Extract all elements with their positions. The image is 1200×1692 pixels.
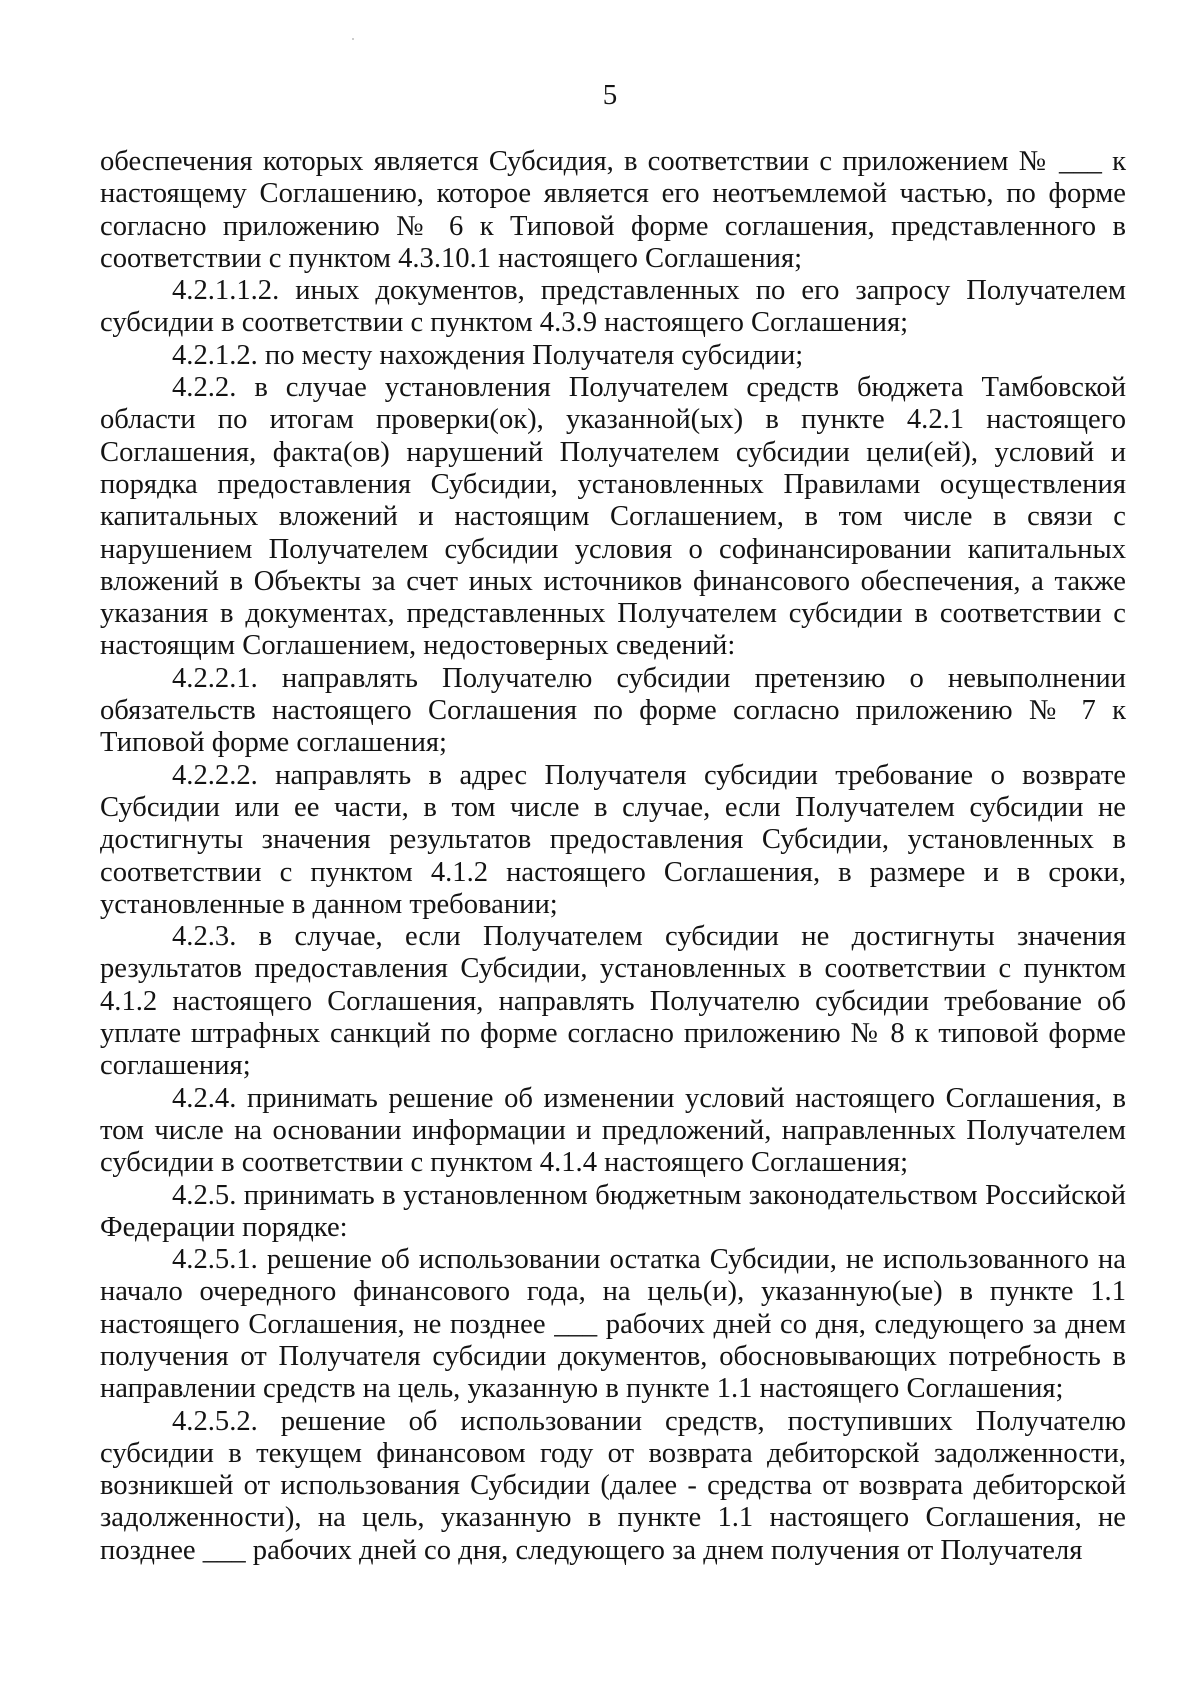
paragraph-4-2-2: 4.2.2. в случае установления Получателем средств бюджета Тамбовской области по итогам проверки(ок), указанной(ых) в пункте 4.2.1 настоящего Соглашения, факта(ов) нарушений Получателем субсидии цели(ей), условий и порядка предоставления Субсидии, установленных Правилами осуществления капитальных вложений и настоящим Соглашением, в том числе в связи с нарушением Получателем субсидии условия о софинансировании капитальных вложений в Объекты за счет иных источников финансового обеспечения, а также указания в документах, представленных Получателем субсидии в соответствии с настоящим Соглашением, недостоверных сведений: (100, 372, 1126, 662)
paragraph-4-2-5: 4.2.5. принимать в установленном бюджетным законодательством Российской Федерации порядке: (100, 1179, 1126, 1243)
paragraph-4-2-1-1-2: 4.2.1.1.2. иных документов, представленных по его запросу Получателем субсидии в соответствии с пунктом 4.3.9 настоящего Соглашения; (100, 275, 1126, 339)
paragraph-4-2-3: 4.2.3. в случае, если Получателем субсидии не достигнуты значения результатов предоставления Субсидии, установленных в соответствии с пунктом 4.1.2 настоящего Соглашения, направлять Получателю субсидии требование об уплате штрафных санкций по форме согласно приложению № 8 к типовой форме соглашения; (100, 921, 1126, 1082)
paragraph-4-2-4: 4.2.4. принимать решение об изменении условий настоящего Соглашения, в том числе на основании информации и предложений, направленных Получателем субсидии в соответствии с пунктом 4.1.4 настоящего Соглашения; (100, 1082, 1126, 1179)
paragraph-continuation: обеспечения которых является Субсидия, в соответствии с приложением № ___ к настоящему Соглашению, которое является его неотъемлемой частью, по форме согласно приложению № 6 к Типовой форме соглашения, представленного в соответствии с пунктом 4.3.10.1 настоящего Соглашения; (100, 146, 1126, 274)
scan-speck (352, 38, 354, 40)
paragraph-4-2-2-1: 4.2.2.1. направлять Получателю субсидии претензию о невыполнении обязательств настоящего Соглашения по форме согласно приложению № 7 к Типовой форме соглашения; (100, 662, 1126, 759)
page-number: 5 (602, 79, 618, 111)
paragraph-4-2-2-2: 4.2.2.2. направлять в адрес Получателя субсидии требование о возврате Субсидии или ее части, в том числе в случае, если Получателем субсидии не достигнуты значения результатов предоставления Субсидии, установленных в соответствии с пунктом 4.1.2 настоящего Соглашения, в размере и в сроки, установленные в данном требовании; (100, 759, 1126, 920)
document-body (100, 146, 1126, 1567)
paragraph-4-2-5-2: 4.2.5.2. решение об использовании средств, поступивших Получателю субсидии в текущем финансовом году от возврата дебиторской задолженности, возникшей от использования Субсидии (далее - средства от возврата дебиторской задолженности), на цель, указанную в пункте 1.1 настоящего Соглашения, не позднее ___ рабочих дней со дня, следующего за днем получения от Получателя (100, 1405, 1126, 1566)
paragraph-4-2-5-1: 4.2.5.1. решение об использовании остатка Субсидии, не использованного на начало очередного финансового года, на цель(и), указанную(ые) в пункте 1.1 настоящего Соглашения, не позднее ___ рабочих дней со дня, следующего за днем получения от Получателя субсидии документов, обосновывающих потребность в направлении средств на цель, указанную в пункте 1.1 настоящего Соглашения; (100, 1244, 1126, 1405)
paragraph-4-2-1-2: 4.2.1.2. по месту нахождения Получателя субсидии; (172, 339, 804, 371)
